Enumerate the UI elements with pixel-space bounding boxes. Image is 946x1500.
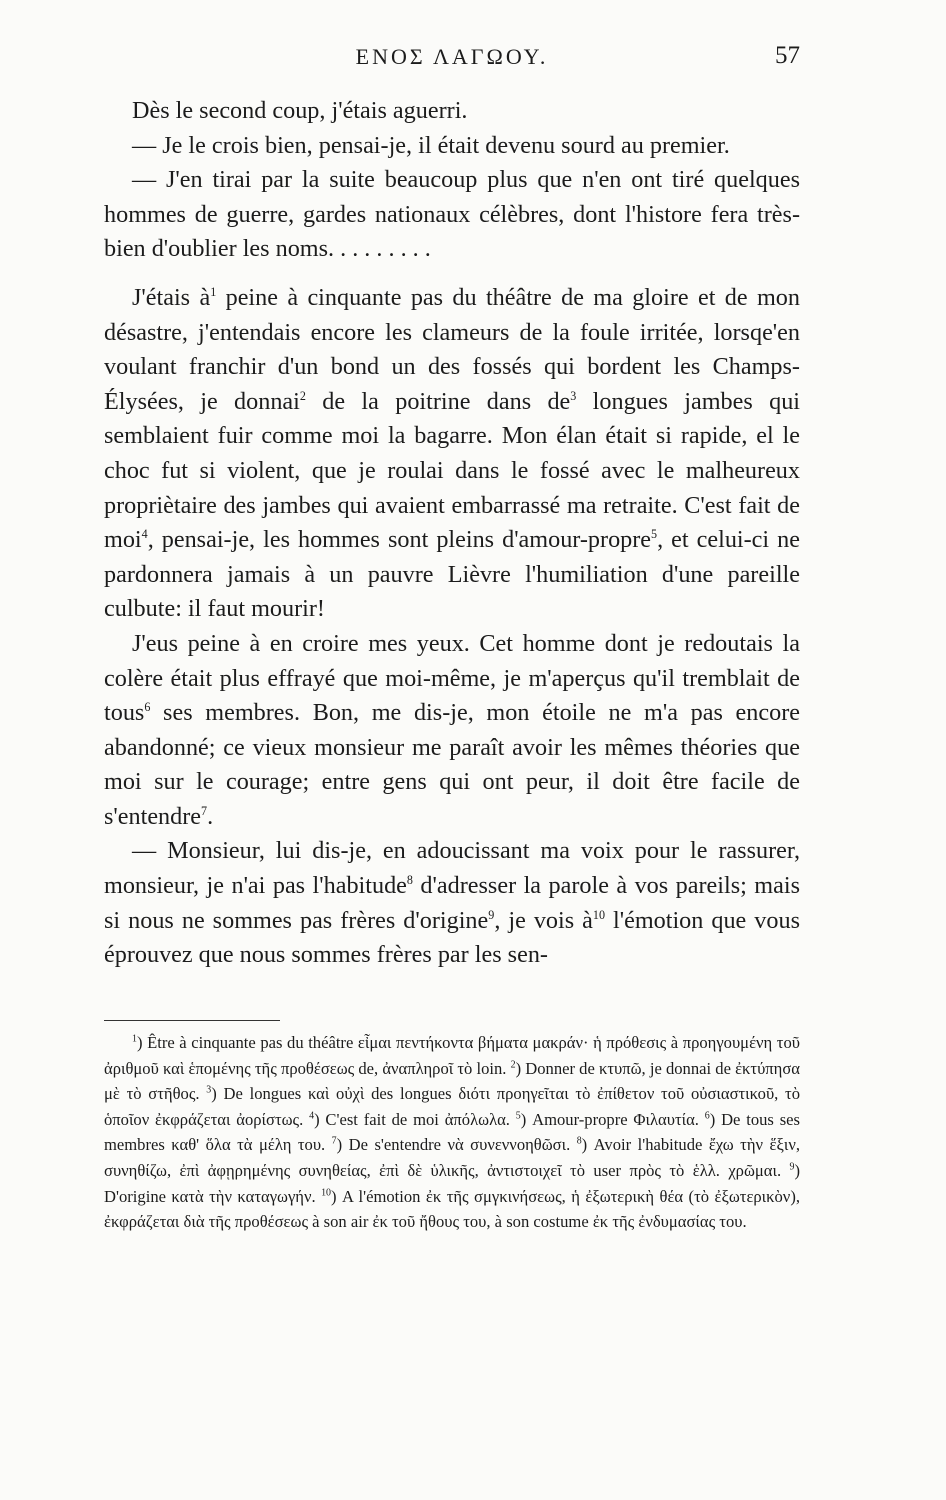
main-text: [104, 94, 800, 973]
footnote-marker-8: 8: [576, 1135, 582, 1147]
footnote-marker-3: 3: [206, 1084, 212, 1096]
text-segment: longues jambes qui semblaient fuir comme moi la bagarre. Mon élan était si rapide, el le choc fut si violent, que je roulai dans le fossé avec le malheureux propriètaire des jambes qui avaient embarrassé ma retraite. C'est fait de moi: [104, 387, 801, 554]
footnote-marker-1: 1: [132, 1033, 137, 1045]
footnote-ref-10: 10: [592, 907, 605, 922]
page-number: 57: [775, 42, 800, 69]
text-segment: l'émotion que vous éprouvez que nous sommes frères par les sen-: [104, 906, 800, 969]
footnote-marker-5: 5: [515, 1110, 521, 1122]
paragraph-1: Dès le second coup, j'étais aguerri.: [132, 97, 468, 124]
footnote-ref-5: 5: [651, 527, 658, 542]
footnote-ref-2: 2: [299, 388, 306, 403]
text-segment: ses membres. Bon, me dis-je, mon étoile ne m'a pas encore abandonné; ce vieux monsieur me paraît avoir les mêmes théories que moi sur le courage; entre gens qui ont peur, il doit être facile de s'entendre: [104, 699, 800, 830]
footnote-ref-4: 4: [141, 527, 148, 542]
footnote-marker-7: 7: [331, 1135, 337, 1147]
footnote-ref-9: 9: [488, 907, 495, 922]
paragraph-4: [104, 281, 800, 627]
text-segment: J'eus peine à en croire mes yeux. Cet homme dont je redoutais la colère était plus effrayé que moi-même, je m'aperçus qu'il tremblait de tous: [104, 629, 800, 727]
footnote-marker-10: 10: [321, 1187, 332, 1199]
footnote-ref-6: 6: [144, 700, 151, 715]
paragraph-5: [104, 627, 800, 835]
text-segment: — Monsieur, lui dis-je, en adoucissant ma voix pour le rassurer, monsieur, je n'ai pas l'habitude: [104, 837, 800, 900]
footnote-ref-7: 7: [201, 803, 208, 818]
footnote-marker-4: 4: [309, 1110, 315, 1122]
footnote-4: ) C'est fait de moi ἀπόλωλα.: [314, 1109, 516, 1129]
text-segment: , je vois à: [494, 906, 593, 934]
text-segment: de la poitrine dans de: [305, 387, 571, 415]
footnote-ref-3: 3: [570, 388, 577, 403]
paragraph-3: — J'en tirai par la suite beaucoup plus que n'en ont tiré quelques hommes de guerre, gardes nationaux célèbres, dont l'histore fera très-bien d'oublier les noms. . . . . . . . .: [104, 166, 800, 263]
paragraph-2: — Je le crois bien, pensai-je, il était devenu sourd au premier.: [132, 131, 730, 159]
footnotes: [104, 1030, 800, 1235]
page-header: [104, 40, 800, 76]
running-title: ΕΝΟΣ ΛΑΓΩΟΥ.: [355, 44, 549, 69]
footnote-10: ) A l'émotion ἐκ τῆς σμγκινήσεως, ἡ ἐξωτερικὴ θέα (τὸ ἐξωτερικὸν), ἐκφράζεται διὰ τῆς προθέσεως à son air ἐκ τοῦ ἤθους του, à son costume ἐκ τῆς ἐνδυμασίας του.: [104, 1186, 800, 1232]
footnote-9: ) D'origine κατὰ τὴν καταγωγήν.: [104, 1160, 800, 1206]
footnote-2: ) Donner de κτυπῶ, je donnai de ἐκτύπησα μὲ τὸ στῆθος.: [104, 1058, 800, 1104]
text-segment: , pensai-je, les hommes sont pleins d'amour-propre: [147, 526, 652, 554]
footnote-marker-6: 6: [704, 1110, 710, 1122]
footnote-7: ) De s'entendre νὰ συνεννοηθῶσι.: [336, 1135, 577, 1155]
text-segment: , et celui-ci ne pardonnera jamais à un pauvre Lièvre l'humiliation d'une pareille culbute: il faut mourir!: [104, 526, 800, 623]
paragraph-6: [104, 834, 800, 972]
footnote-marker-2: 2: [510, 1059, 516, 1071]
footnote-3: ) De longues καὶ οὐχὶ des longues διότι προηγεῖται τὸ ἐπίθετον τοῦ οὐσιαστικοῦ, τὸ ὁποῖον ἐκφράζεται ἀορίστως.: [104, 1084, 801, 1129]
text-segment: d'adresser la parole à vos pareils; mais si nous ne sommes pas frères d'origine: [104, 872, 800, 934]
footnote-5: ) Amour-propre Φιλαυτία.: [520, 1109, 705, 1129]
text-segment: J'étais à: [132, 283, 211, 311]
footnote-marker-9: 9: [789, 1161, 795, 1173]
footnote-block: [104, 1030, 800, 1235]
footnote-1: ) Être à cinquante pas du théâtre εἶμαι πεντήκοντα βήματα μακράν· ἡ πρόθεσις à προηγουμένη τοῦ ἀριθμοῦ καὶ ἑπομένης τῆς προθέσεως de, ἀναπληροῖ τὸ loin.: [104, 1033, 800, 1078]
text-segment: peine à cinquante pas du théâtre de ma gloire et de mon désastre, j'entendais encore les clameurs de la foule irritée, lorsqe'en voulant franchir d'un bond un des fossés qui bordent les Champs-Élysées, je donnai: [104, 283, 800, 415]
footnote-ref-1: 1: [210, 284, 217, 299]
footnote-6: ) De tous ses membres καθ' ὅλα τὰ μέλη του.: [104, 1109, 800, 1155]
footnote-divider: [104, 1020, 280, 1021]
footnote-8: ) Avoir l'habitude ἔχω τὴν ἕξιν, συνηθίζω, ἐπὶ ἀφῃρημένης συνηθείας, ἐπὶ δὲ ὑλικῆς, ἀντιστοιχεῖ τὸ user πρὸς τὸ ἑλλ. χρῶμαι.: [104, 1135, 800, 1180]
text-segment: .: [207, 802, 214, 830]
footnote-ref-8: 8: [406, 873, 413, 887]
